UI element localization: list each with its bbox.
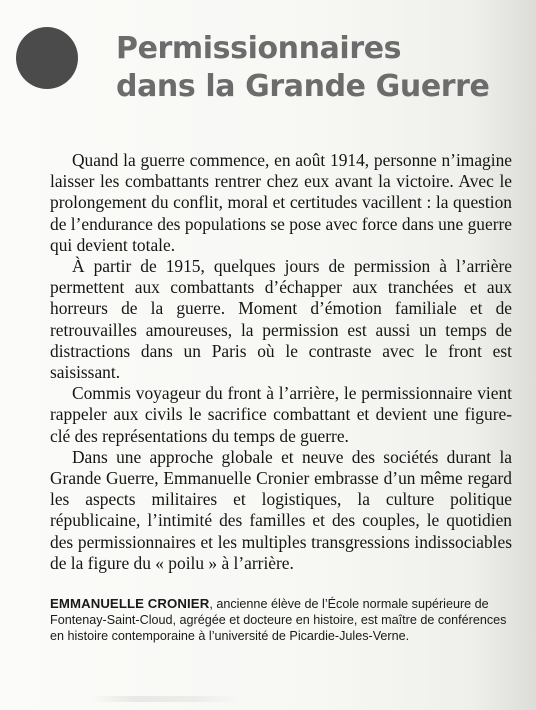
blurb-paragraph-2: À partir de 1915, quelques jours de permission à l’arrière permettent aux combattants d’échapper aux tranchées et aux horreurs de la guerre. Moment d’émotion familiale et de retrouvailles amoureuses, la permission est aussi un temps de distractions dans un Paris où le contraste avec le front est saisissant. xyxy=(50,256,512,383)
author-bio xyxy=(50,596,510,645)
book-title xyxy=(116,30,526,106)
author-name: EMMANUELLE CRONIER xyxy=(50,596,210,611)
blurb-text xyxy=(50,150,512,574)
book-title-line-1: Permissionnaires xyxy=(116,31,402,66)
book-title-line-2: dans la Grande Guerre xyxy=(116,69,490,104)
author-bio-text: , ancienne élève de l’École normale supérieure de Fontenay-Saint-Cloud, agrégée et docteure en histoire, est maître de conférences en histoire contemporaine à l’université de Picardie-Jules-Verne. xyxy=(50,597,507,644)
decorative-circle-icon xyxy=(16,27,78,89)
blurb-paragraph-4: Dans une approche globale et neuve des sociétés durant la Grande Guerre, Emmanuelle Cronier embrasse d’un même regard les aspects militaires et logistiques, la culture politique républicaine, l’intimité des familles et des couples, le quotidien des permissionnaires et les multiples transgressions indissociables de la figure du « poilu » à l’arrière. xyxy=(50,446,512,573)
blurb-paragraph-1: Quand la guerre commence, en août 1914, personne n’imagine laisser les combattants rentrer chez eux avant la victoire. Avec le prolongement du conflit, moral et certitudes vacillent : la question de l’endurance des populations se pose avec force dans une guerre qui devient totale. xyxy=(50,150,512,255)
blurb-paragraph-3: Commis voyageur du front à l’arrière, le permissionnaire vient rappeler aux civils le sacrifice combattant et devient une figure-clé des représentations du temps de guerre. xyxy=(50,383,512,446)
paper-scuff xyxy=(90,696,240,702)
